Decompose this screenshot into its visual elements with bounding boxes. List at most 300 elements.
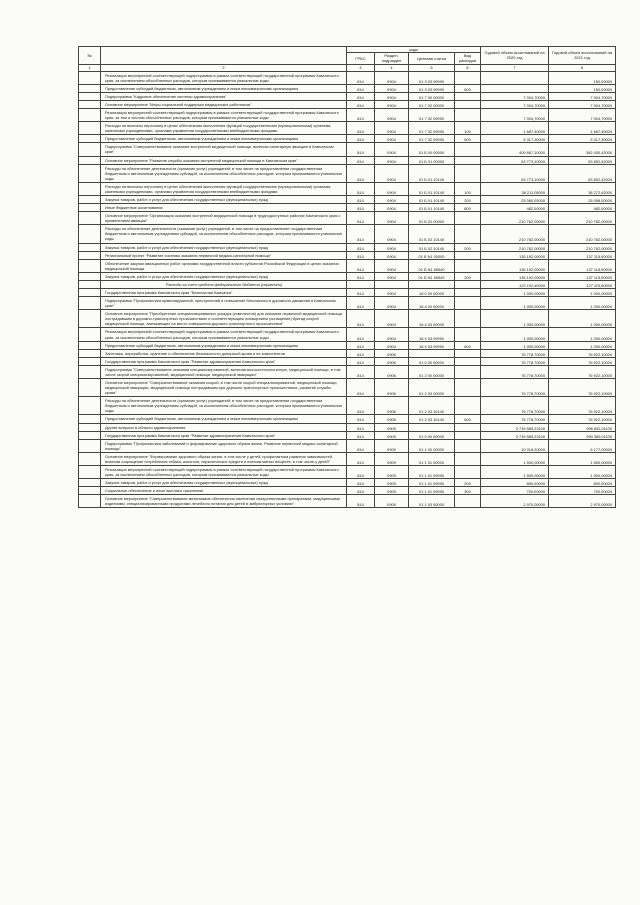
sum-2021-cell: 1 500,00000 [549, 452, 616, 465]
gpbs-cell: 814 [347, 310, 375, 328]
target-article-cell: 16 4 00 00000 [409, 297, 455, 310]
target-article-cell: 01 0 00 00000 [409, 357, 455, 365]
section-cell: 0904 [375, 310, 409, 328]
item-name-cell: Основное мероприятие "Формирование здорового образа жизни, в том числе у детей, профилактика развития зависимостей, включая сокращение потребления табака, алкоголя, наркотических средств и психоактивных веществ, в том числе у детей" [101, 452, 347, 465]
section-cell: 0904 [375, 272, 409, 280]
row-number-cell [79, 423, 101, 431]
sum-2020-cell: 76 778,70000 [481, 365, 549, 378]
sum-2020-cell: 10 018,20000 [481, 439, 549, 452]
target-article-cell: 01 1 03 00000 [409, 495, 455, 508]
header-section: Раздел, подраздел [375, 53, 409, 64]
section-cell: 0904 [375, 297, 409, 310]
header-num: № [79, 47, 101, 65]
gpbs-cell: 814 [347, 452, 375, 465]
gpbs-cell: 814 [347, 182, 375, 195]
sum-2020-cell: 123 102,40000 [481, 280, 549, 288]
section-cell: 0904 [375, 108, 409, 121]
expense-type-cell [455, 225, 481, 243]
row-number-cell [79, 397, 101, 415]
section-cell: 0904 [375, 143, 409, 156]
sum-2020-cell: 700,00000 [481, 487, 549, 495]
sum-2021-cell: 76 922,10000 [549, 365, 616, 378]
sum-2020-cell: 210 782,00000 [481, 225, 549, 243]
expense-type-cell [455, 365, 481, 378]
sum-2020-cell: 135 192,00000 [481, 272, 549, 280]
item-name-cell: Подпрограмма "Кадровое обеспечение системы здравоохранения" [101, 92, 347, 100]
sum-2020-cell: 210 782,00000 [481, 212, 549, 225]
sum-2021-cell: 63 852,42000 [549, 164, 616, 182]
section-cell: 0904 [375, 84, 409, 92]
item-name-cell: Предоставление субсидий бюджетным, автономным учреждениям и иным некоммерческим организациям [101, 415, 347, 423]
target-article-cell: 01 7 00 00000 [409, 92, 455, 100]
sum-2020-cell: 800,00000 [481, 479, 549, 487]
target-article-cell [409, 280, 455, 288]
column-numbers-row [79, 64, 616, 71]
sum-2020-cell: 5 317,30000 [481, 135, 549, 143]
header-codes-group: коды [347, 47, 481, 53]
section-cell: 0906 [375, 349, 409, 357]
sum-2020-cell: 482,00000 [481, 204, 549, 212]
header-name [101, 47, 347, 65]
section-cell: 0904 [375, 195, 409, 203]
table-row [79, 135, 616, 143]
section-cell: 0904 [375, 251, 409, 259]
item-name-cell: Расходы на обеспечение деятельности (оказание услуг) учреждений, в том числе на предоставление государственным бюджетным и автономным учреждениям субсидий, за исключением обособленных расходов, которым присваиваются уникальные коды [101, 225, 347, 243]
row-number-cell [79, 84, 101, 92]
table-row [79, 204, 616, 212]
target-article-cell: 16 0 00 00000 [409, 288, 455, 296]
row-number-cell [79, 204, 101, 212]
section-cell: 0904 [375, 164, 409, 182]
sum-2021-cell: 76 922,10000 [549, 349, 616, 357]
expense-type-cell [455, 212, 481, 225]
gpbs-cell: 814 [347, 135, 375, 143]
target-article-cell: 01 2 03 10140 [409, 397, 455, 415]
header-sum-2021: Годовой объем ассигнований на 2021 год [549, 47, 616, 65]
item-name-cell: Подпрограмма "Профилактика правонарушений, преступлений и повышение безопасности дорожного движения в Камчатском крае" [101, 297, 347, 310]
sum-2020-cell: 7 004,70000 [481, 100, 549, 108]
section-cell: 0906 [375, 415, 409, 423]
row-number-cell [79, 195, 101, 203]
sum-2020-cell: 1 000,00000 [481, 288, 549, 296]
row-number-cell [79, 108, 101, 121]
target-article-cell: 01 3 03 09990 [409, 84, 455, 92]
sum-2021-cell: 76 922,10000 [549, 415, 616, 423]
sum-2021-cell: 63 852,42000 [549, 156, 616, 164]
row-number-cell [79, 288, 101, 296]
sum-2020-cell: 63 773,10000 [481, 164, 549, 182]
sum-2021-cell: 700,00000 [549, 487, 616, 495]
sum-2021-cell: 6 177,00000 [549, 439, 616, 452]
target-article-cell: 01 Б N1 55540 [409, 272, 455, 280]
section-cell: 0904 [375, 328, 409, 341]
column-number: 8 [549, 64, 616, 71]
gpbs-cell: 814 [347, 495, 375, 508]
expense-type-cell [455, 466, 481, 479]
sum-2021-cell: 990 389,01100 [549, 431, 616, 439]
row-number-cell [79, 495, 101, 508]
sum-2021-cell: 1 000,00000 [549, 288, 616, 296]
row-number-cell [79, 100, 101, 108]
sum-2021-cell: 7 004,70000 [549, 108, 616, 121]
target-article-cell: 01 0 00 00000 [409, 431, 455, 439]
item-name-cell: Расходы на обеспечение деятельности (оказание услуг) учреждений, в том числе на предоставление государственным бюджетным и автономным учреждениям субсидий, за исключением обособленных расходов, которым присваиваются уникальные коды [101, 164, 347, 182]
item-name-cell: Региональный проект "Развитие системы оказания первичной медико-санитарной помощи" [101, 251, 347, 259]
section-cell: 0904 [375, 92, 409, 100]
row-number-cell [79, 379, 101, 397]
gpbs-cell: 814 [347, 195, 375, 203]
section-cell: 0909 [375, 423, 409, 431]
gpbs-cell: 814 [347, 297, 375, 310]
table-row [79, 143, 616, 156]
gpbs-cell: 814 [347, 92, 375, 100]
expense-type-cell [455, 397, 481, 415]
sum-2020-cell: 76 778,70000 [481, 397, 549, 415]
row-number-cell [79, 135, 101, 143]
item-name-cell: Реализация мероприятий соответствующей подпрограммы в рамках соответствующей государственной программы Камчатского края, за исключением обособленных расходов, которым присваиваются уникальные коды [101, 71, 347, 84]
expense-type-cell [455, 357, 481, 365]
expense-type-cell: 600 [455, 135, 481, 143]
sum-2021-cell: 25 098,00000 [549, 195, 616, 203]
sum-2020-cell: 25 080,05000 [481, 195, 549, 203]
row-number-cell [79, 415, 101, 423]
expense-type-cell [455, 108, 481, 121]
target-article-cell: 01 7 02 00000 [409, 100, 455, 108]
expense-type-cell [455, 71, 481, 84]
sum-2020-cell: 135 192,00000 [481, 259, 549, 272]
section-cell: 0906 [375, 357, 409, 365]
item-name-cell: Предоставление субсидий бюджетным, автономным учреждениям и иным некоммерческим организациям [101, 84, 347, 92]
row-number-cell [79, 357, 101, 365]
sum-2020-cell: 1 000,00000 [481, 310, 549, 328]
expense-type-cell [455, 251, 481, 259]
item-name-cell: Реализация мероприятий соответствующей подпрограммы в рамках соответствующей государственной программы Камчатского края, за тем и числом обособленных расходов, которым присваиваются уникальные коды [101, 108, 347, 121]
target-article-cell: 01 2 00 00000 [409, 365, 455, 378]
expense-type-cell: 100 [455, 122, 481, 135]
expense-type-cell: 800 [455, 204, 481, 212]
target-article-cell [409, 423, 455, 431]
section-cell: 0906 [375, 397, 409, 415]
table-row [79, 479, 616, 487]
table-row [79, 243, 616, 251]
expense-type-cell [455, 92, 481, 100]
table-row [79, 122, 616, 135]
table-row [79, 164, 616, 182]
item-name-cell: Подпрограмма "Совершенствование оказания экстренной медицинской помощи, включая санитарную авиацию в Камчатском крае" [101, 143, 347, 156]
row-number-cell [79, 156, 101, 164]
expense-type-cell [455, 328, 481, 341]
row-number-cell [79, 328, 101, 341]
target-article-cell: 01 Б 01 10140 [409, 195, 455, 203]
sum-2020-cell: 1 000,00000 [481, 297, 549, 310]
sum-2021-cell: 137 115,90000 [549, 272, 616, 280]
expense-type-cell [455, 280, 481, 288]
sum-2020-cell: 1 000,00000 [481, 328, 549, 341]
table-row [79, 349, 616, 357]
target-article-cell: 01 Б 01 10140 [409, 182, 455, 195]
table-row [79, 328, 616, 341]
expense-type-cell: 200 [455, 272, 481, 280]
column-number: 1 [79, 64, 101, 71]
item-name-cell: Закупка товаров, работ и услуг для обеспечения государственных (муниципальных) нужд [101, 243, 347, 251]
section-cell: 0906 [375, 365, 409, 378]
sum-2021-cell: 996 652,01100 [549, 423, 616, 431]
table-row [79, 310, 616, 328]
target-article-cell: 01 7 02 09990 [409, 135, 455, 143]
sum-2021-cell: 5 317,30000 [549, 135, 616, 143]
sum-2021-cell: 137 115,90000 [549, 251, 616, 259]
table-row [79, 466, 616, 479]
gpbs-cell: 814 [347, 100, 375, 108]
expense-type-cell [455, 259, 481, 272]
gpbs-cell: 814 [347, 251, 375, 259]
expense-type-cell [455, 156, 481, 164]
item-name-cell: Расходы на обеспечение деятельности (оказание услуг) учреждений, в том числе на предоставление государственным бюджетным и автономным учреждениям субсидий, за исключением обособленных расходов, которым присваиваются уникальные коды [101, 397, 347, 415]
target-article-cell: 16 4 03 00000 [409, 310, 455, 328]
section-cell: 0904 [375, 243, 409, 251]
section-cell: 0904 [375, 135, 409, 143]
column-number: 6 [455, 64, 481, 71]
section-cell: 0904 [375, 259, 409, 272]
table-row [79, 379, 616, 397]
gpbs-cell: 814 [347, 423, 375, 431]
sum-2021-cell: 210 782,00000 [549, 225, 616, 243]
sum-2021-cell: 76 922,10000 [549, 379, 616, 397]
row-number-cell [79, 310, 101, 328]
expense-type-cell [455, 310, 481, 328]
gpbs-cell: 814 [347, 108, 375, 121]
sum-2020-cell: 210 782,00000 [481, 243, 549, 251]
row-number-cell [79, 164, 101, 182]
expense-type-cell: 600 [455, 341, 481, 349]
sum-2020-cell: 7 004,70000 [481, 92, 549, 100]
sum-2021-cell: 382 430,42000 [549, 143, 616, 156]
gpbs-cell: 814 [347, 288, 375, 296]
column-number: 3 [347, 64, 375, 71]
target-article-cell: 01 1 01 09990 [409, 487, 455, 495]
table-row [79, 288, 616, 296]
sum-2021-cell: 2 970,00000 [549, 495, 616, 508]
gpbs-cell: 814 [347, 397, 375, 415]
item-name-cell: Закупка товаров, работ и услуг для обеспечения государственных (муниципальных) нужд [101, 272, 347, 280]
gpbs-cell: 814 [347, 156, 375, 164]
sum-2021-cell: 1 000,00000 [549, 341, 616, 349]
expense-type-cell [455, 431, 481, 439]
table-row [79, 195, 616, 203]
gpbs-cell: 814 [347, 225, 375, 243]
section-cell: 0904 [375, 100, 409, 108]
header-gpbs: ГРБС [347, 53, 375, 64]
expense-type-cell: 200 [455, 195, 481, 203]
target-article-cell: 01 1 01 09990 [409, 466, 455, 479]
expense-type-cell [455, 100, 481, 108]
gpbs-cell [347, 280, 375, 288]
row-number-cell [79, 479, 101, 487]
section-cell: 0904 [375, 212, 409, 225]
column-number: 7 [481, 64, 549, 71]
row-number-cell [79, 225, 101, 243]
section-cell: 0904 [375, 225, 409, 243]
item-name-cell: Государственная программа Камчатского края "Развитие здравоохранения Камчатского края" [101, 431, 347, 439]
table-row [79, 439, 616, 452]
item-name-cell: Расходы на выплаты персоналу в целях обеспечения выполнения функций государственными (муниципальными) органами, казенными учреждениями, органами управления государственными внебюджетными фондами [101, 122, 347, 135]
sum-2021-cell: 76 922,10000 [549, 397, 616, 415]
item-name-cell: Предоставление субсидий бюджетным, автономным учреждениям и иным некоммерческим организациям [101, 341, 347, 349]
sum-2020-cell: 38 211,05000 [481, 182, 549, 195]
item-name-cell: Основное мероприятие "Совершенствование механизмов обеспечения населения лекарственными препаратами, медицинскими изделиями, специализированными продуктами лечебного питания для детей в амбулаторных условиях" [101, 495, 347, 508]
table-row [79, 212, 616, 225]
sum-2021-cell: 1 687,40000 [549, 122, 616, 135]
row-number-cell [79, 182, 101, 195]
section-cell [375, 280, 409, 288]
gpbs-cell: 814 [347, 122, 375, 135]
expense-type-cell: 200 [455, 243, 481, 251]
sum-2020-cell: 76 778,70000 [481, 349, 549, 357]
gpbs-cell: 814 [347, 71, 375, 84]
item-name-cell: Расходы за счет средств федерального бюджета (справочно) [101, 280, 347, 288]
sum-2020-cell: 135 192,00000 [481, 251, 549, 259]
item-name-cell: Основное мероприятие "Меры социальной поддержки медицинских работников" [101, 100, 347, 108]
gpbs-cell: 814 [347, 439, 375, 452]
item-name-cell: Расходы на выплаты персоналу в целях обеспечения выполнения функций государственными (муниципальными) органами, казенными учреждениями, органами управления государственными внебюджетными фондами [101, 182, 347, 195]
table-row [79, 487, 616, 495]
expense-type-cell [455, 423, 481, 431]
section-cell: 0904 [375, 341, 409, 349]
target-article-cell: 01 Б 02 10140 [409, 243, 455, 251]
item-name-cell: Другие вопросы в области здравоохранения [101, 423, 347, 431]
gpbs-cell: 814 [347, 272, 375, 280]
expense-type-cell [455, 164, 481, 182]
sum-2021-cell: 210 782,00000 [549, 212, 616, 225]
sum-2020-cell: 1 500,00000 [481, 466, 549, 479]
target-article-cell: 01 1 01 00000 [409, 452, 455, 465]
gpbs-cell: 814 [347, 259, 375, 272]
item-name-cell: Закупка товаров, работ и услуг для обеспечения государственных (муниципальных) нужд [101, 195, 347, 203]
table-row [79, 280, 616, 288]
row-number-cell [79, 452, 101, 465]
gpbs-cell: 814 [347, 243, 375, 251]
section-cell: 0904 [375, 122, 409, 135]
gpbs-cell: 814 [347, 431, 375, 439]
sum-2021-cell: 1 000,00000 [549, 328, 616, 341]
table-row [79, 92, 616, 100]
sum-2021-cell: 137 115,90000 [549, 259, 616, 272]
target-article-cell: 01 Б 02 10140 [409, 225, 455, 243]
sum-2020-cell: 76 778,70000 [481, 357, 549, 365]
section-cell: 0904 [375, 71, 409, 84]
sum-2021-cell: 210 782,00000 [549, 243, 616, 251]
table-row [79, 431, 616, 439]
gpbs-cell: 814 [347, 357, 375, 365]
sum-2021-cell: 7 004,70000 [549, 100, 616, 108]
header-target: Целевая статья [409, 53, 455, 64]
expense-type-cell [455, 379, 481, 397]
sum-2020-cell: 63 773,10000 [481, 156, 549, 164]
row-number-cell [79, 466, 101, 479]
section-cell: 0909 [375, 479, 409, 487]
table-row [79, 225, 616, 243]
item-name-cell: Иные бюджетные ассигнования [101, 204, 347, 212]
row-number-cell [79, 212, 101, 225]
gpbs-cell: 814 [347, 379, 375, 397]
expense-type-cell: 600 [455, 84, 481, 92]
section-cell: 0909 [375, 439, 409, 452]
table-row [79, 415, 616, 423]
table-row [79, 357, 616, 365]
gpbs-cell: 814 [347, 84, 375, 92]
sum-2021-cell: 127 115,80000 [549, 280, 616, 288]
table-row [79, 100, 616, 108]
item-name-cell: Государственная программа Камчатского края "Развитие здравоохранения Камчатского края" [101, 357, 347, 365]
item-name-cell: Обеспечение закупки авиационных работ органами государственной власти субъектов Российской Федерации в целях оказания медицинской помощи [101, 259, 347, 272]
section-cell: 0909 [375, 495, 409, 508]
sum-2021-cell: 1 000,00000 [549, 310, 616, 328]
table-row [79, 251, 616, 259]
item-name-cell: Социальное обеспечение и иные выплаты населению [101, 487, 347, 495]
sum-2020-cell: 409 687,10000 [481, 143, 549, 156]
section-cell: 0909 [375, 431, 409, 439]
sum-2020-cell: 76 778,70000 [481, 379, 549, 397]
target-article-cell: 01 7 02 09990 [409, 108, 455, 121]
target-article-cell: 01 1 00 00000 [409, 439, 455, 452]
row-number-cell [79, 122, 101, 135]
table-row [79, 108, 616, 121]
row-number-cell [79, 251, 101, 259]
gpbs-cell: 814 [347, 204, 375, 212]
sum-2021-cell: 150,00000 [549, 71, 616, 84]
sum-2020-cell [481, 84, 549, 92]
target-article-cell: 01 Б N1 55540 [409, 259, 455, 272]
budget-table [78, 46, 616, 508]
section-cell: 0904 [375, 204, 409, 212]
expense-type-cell [455, 439, 481, 452]
gpbs-cell: 814 [347, 341, 375, 349]
sum-2020-cell: 1 687,40000 [481, 122, 549, 135]
item-name-cell: Предоставление субсидий бюджетным, автономным учреждениям и иным некоммерческим организациям [101, 135, 347, 143]
row-number-cell [79, 487, 101, 495]
item-name-cell: Подпрограмма "Профилактика заболеваний и формирование здорового образа жизни. Развитие первичной медико-санитарной помощи" [101, 439, 347, 452]
item-name-cell: Основное мероприятие "Совершенствование оказания скорой, в том числе скорой специализированной, медицинской помощи, медицинской эвакуации, медицинской помощи пострадавшим при дорожно-транспортных происшествиях, развитие службы крови" [101, 379, 347, 397]
sum-2020-cell: 1 500,00000 [481, 452, 549, 465]
target-article-cell: 01 Б 02 00000 [409, 212, 455, 225]
sum-2020-cell: 2 970,00000 [481, 495, 549, 508]
sum-2021-cell: 1 000,00000 [549, 297, 616, 310]
sum-2020-cell: 76 778,70000 [481, 415, 549, 423]
sum-2021-cell: 150,00000 [549, 84, 616, 92]
expense-type-cell [455, 452, 481, 465]
expense-type-cell: 100 [455, 182, 481, 195]
item-name-cell: Реализация мероприятий соответствующей подпрограммы в рамках соответствующей государственной программы Камчатского края, за исключением обособленных расходов, которым присваиваются уникальные коды [101, 466, 347, 479]
sum-2020-cell: 7 004,70000 [481, 108, 549, 121]
item-name-cell: Закупка товаров, работ и услуг для обеспечения государственных (муниципальных) нужд [101, 479, 347, 487]
table-row [79, 341, 616, 349]
expense-type-cell [455, 349, 481, 357]
gpbs-cell: 814 [347, 479, 375, 487]
row-number-cell [79, 297, 101, 310]
sum-2021-cell: 800,00000 [549, 479, 616, 487]
target-article-cell: 01 1 01 09990 [409, 479, 455, 487]
table-row [79, 397, 616, 415]
sum-2021-cell: 1 500,00000 [549, 466, 616, 479]
row-number-cell [79, 280, 101, 288]
gpbs-cell: 814 [347, 143, 375, 156]
row-number-cell [79, 92, 101, 100]
item-name-cell: Государственная программа Камчатского края "Безопасная Камчатка" [101, 288, 347, 296]
target-article-cell: 16 4 03 09990 [409, 328, 455, 341]
target-article-cell: 01 Б 01 10140 [409, 164, 455, 182]
row-number-cell [79, 341, 101, 349]
target-article-cell: 01 3 03 09990 [409, 71, 455, 84]
